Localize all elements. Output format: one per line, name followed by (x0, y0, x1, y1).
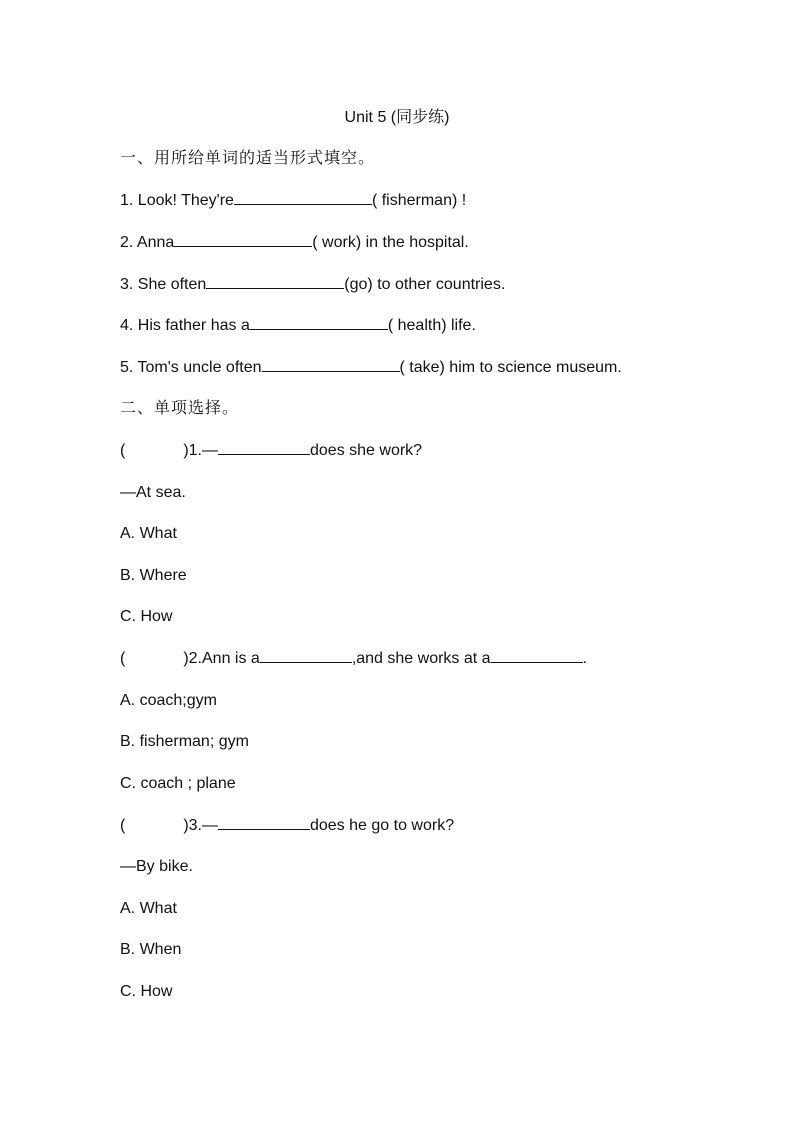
choice-question-2 (120, 648, 587, 670)
question-3-text: does he go to work? (310, 817, 455, 834)
answer-paren-open: ( (120, 817, 126, 834)
question-2-option-b: B. fisherman; gym (120, 733, 249, 750)
question-3-option-a: A. What (120, 900, 177, 917)
fill-item-3 (120, 274, 505, 296)
answer-paren-open: ( (120, 442, 126, 459)
fill-item-2 (120, 232, 469, 254)
choice-question-3 (120, 815, 454, 837)
choice-question-1 (120, 440, 422, 462)
question-3-answer: —By bike. (120, 858, 193, 875)
section-1-heading: 一、用所给单词的适当形式填空。 (120, 150, 376, 167)
answer-blank[interactable] (218, 815, 310, 830)
question-3-option-c: C. How (120, 983, 173, 1000)
fill-item-5 (120, 357, 622, 379)
question-1-option-a: A. What (120, 525, 177, 542)
fill-item-1-text-before: 1. Look! They're (120, 192, 234, 209)
question-2-option-a: A. coach;gym (120, 692, 217, 709)
section-2-heading: 二、单项选择。 (120, 400, 240, 417)
answer-blank[interactable] (174, 232, 312, 247)
question-1-text: does she work? (310, 442, 423, 459)
question-1-number: )1.— (183, 442, 218, 459)
fill-item-4-text-after: ( health) life. (387, 317, 476, 334)
fill-item-4 (120, 315, 476, 337)
answer-blank[interactable] (250, 315, 388, 330)
answer-blank[interactable] (206, 274, 344, 289)
fill-item-5-text-after: ( take) him to science museum. (399, 359, 622, 376)
answer-blank[interactable] (218, 440, 310, 455)
fill-item-3-text-before: 3. She often (120, 276, 207, 293)
fill-item-4-text-before: 4. His father has a (120, 317, 250, 334)
question-2-text-end: . (582, 650, 588, 667)
answer-paren-open: ( (120, 650, 126, 667)
question-1-option-c: C. How (120, 608, 173, 625)
fill-item-1 (120, 190, 466, 212)
fill-item-1-text-after: ( fisherman) ! (371, 192, 467, 209)
fill-item-2-text-after: ( work) in the hospital. (312, 234, 469, 251)
question-1-answer: —At sea. (120, 484, 186, 501)
answer-blank[interactable] (491, 648, 583, 663)
answer-blank[interactable] (260, 648, 352, 663)
fill-item-5-text-before: 5. Tom's uncle often (120, 359, 262, 376)
question-2-text-start: )2.Ann is a (183, 650, 260, 667)
question-2-text-middle: ,and she works at a (351, 650, 491, 667)
fill-item-3-text-after: (go) to other countries. (344, 276, 506, 293)
question-2-option-c: C. coach ; plane (120, 775, 236, 792)
question-3-number: )3.— (183, 817, 218, 834)
answer-blank[interactable] (262, 357, 400, 372)
page-title: Unit 5 (同步练) (344, 109, 450, 126)
answer-blank[interactable] (234, 190, 372, 205)
question-3-option-b: B. When (120, 941, 182, 958)
question-1-option-b: B. Where (120, 567, 187, 584)
fill-item-2-text-before: 2. Anna (120, 234, 175, 251)
